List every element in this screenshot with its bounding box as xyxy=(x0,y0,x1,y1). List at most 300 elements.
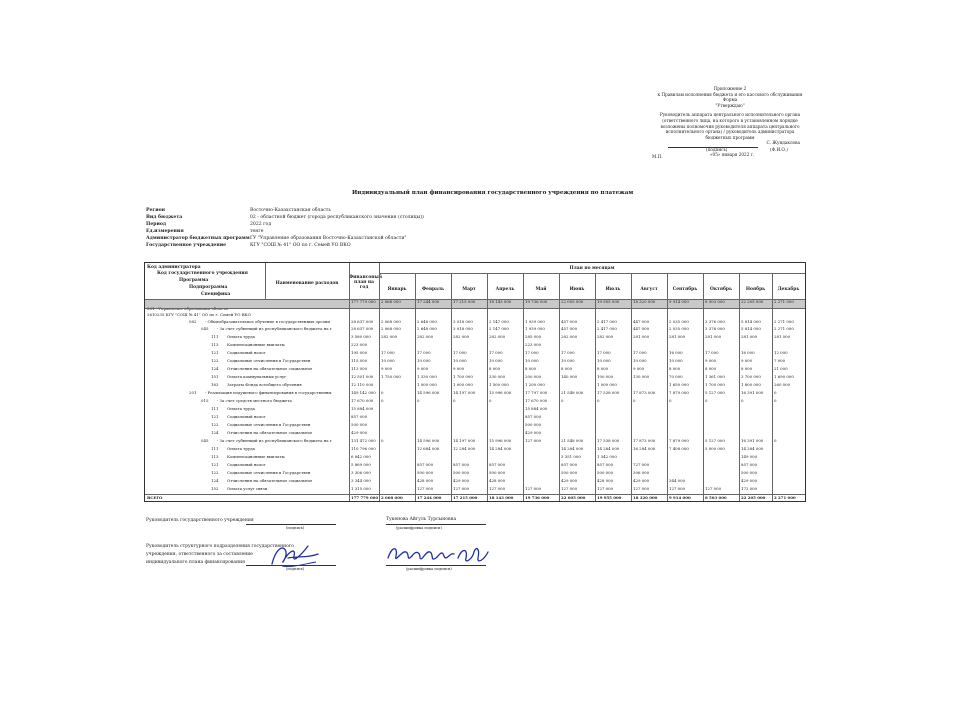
row-month-value: 10 000 xyxy=(597,358,611,363)
row-month-value: 457 000 xyxy=(561,319,578,324)
row-month-value: 7 408 000 xyxy=(669,446,689,451)
row-month-value: 17 244 000 xyxy=(417,299,440,304)
head-label: Руководитель государственного учреждения xyxy=(146,518,254,523)
row-month-value: 15 996 000 xyxy=(489,438,512,443)
row-month-value: 10 000 xyxy=(489,358,503,363)
row-annual: 149 142 000 xyxy=(351,390,376,395)
row-annual: 3 580 000 xyxy=(351,334,371,339)
row-month-value: 2 271 000 xyxy=(774,319,794,324)
total-month-value: 22 005 000 xyxy=(561,494,586,500)
row-annual: 429 000 xyxy=(351,430,368,435)
header-subprogram: Подпрограмма xyxy=(189,285,228,290)
row-month-value: 8 000 xyxy=(705,366,717,371)
row-month-value: 857 000 xyxy=(597,462,614,467)
row-month-value: 127 000 xyxy=(633,486,650,491)
date-label: «05» января 2022 г. xyxy=(710,151,755,157)
row-month-value: 17 000 xyxy=(561,350,575,355)
approval-line: возложены полномочия руководителя аппарата центрального xyxy=(660,123,800,129)
row-annual: 131 472 000 xyxy=(351,438,376,443)
row-month-value: 428 000 xyxy=(417,478,434,483)
head-name-line xyxy=(386,524,486,525)
month-header: Январь xyxy=(387,287,407,292)
row-month-value: 2 147 000 xyxy=(489,319,509,324)
row-name: Отчисления на обязательное социальное xyxy=(227,366,313,371)
row-name: Отчисления на обязательное социальное xyxy=(227,478,313,483)
unit-name-caption: (расшифровка подписи) xyxy=(406,567,452,571)
row-month-value: 857 000 xyxy=(525,414,542,419)
row-month-value: 14 284 000 xyxy=(561,446,584,451)
row-month-value: 1 750 000 xyxy=(381,374,401,379)
row-month-value: 0 xyxy=(381,390,384,395)
row-month-value: 429 000 xyxy=(633,478,650,483)
row-month-value: 282 000 xyxy=(417,334,434,339)
row-month-value: 282 000 xyxy=(489,334,506,339)
row-month-value: 2 035 000 xyxy=(669,325,689,331)
row-name: - Реализация подушевого финансирования в государственны xyxy=(205,390,332,395)
row-month-value: 8 000 xyxy=(489,366,501,371)
row-month-value: 1 700 000 xyxy=(453,374,473,379)
row-month-value: 127 000 xyxy=(669,486,686,491)
row-month-value: 8 000 xyxy=(561,366,573,371)
row-month-value: 17 000 xyxy=(489,350,503,355)
row-month-value: 306 000 xyxy=(633,470,650,475)
table-row xyxy=(145,422,805,429)
row-code: 163 xyxy=(211,382,219,387)
approval-line: Приложение 2 xyxy=(713,86,747,91)
row-month-value: 5 814 000 xyxy=(741,319,761,324)
row-month-value: 282 000 xyxy=(453,334,470,339)
row-month-value: 285 000 xyxy=(525,334,542,339)
total-row xyxy=(145,495,805,502)
row-month-value: 2 417 000 xyxy=(597,325,617,331)
row-month-value: 12 684 000 xyxy=(417,446,440,451)
row-month-value: 22 005 000 xyxy=(561,299,584,304)
grid-vline xyxy=(739,273,740,501)
row-code: 201 xyxy=(189,390,197,395)
row-month-value: 12 000 xyxy=(774,350,788,355)
row-month-value: 447 000 xyxy=(633,325,650,331)
row-month-value: 17 670 000 xyxy=(525,398,548,403)
row-month-value: 17 873 000 xyxy=(633,390,656,395)
row-code: 122 xyxy=(211,422,219,427)
row-month-value: 1 939 000 xyxy=(525,319,545,324)
row-month-value: 281 000 xyxy=(741,334,758,339)
row-month-value: 1 000 000 xyxy=(597,382,617,387)
grid-vline xyxy=(379,263,380,501)
row-month-value: 3 018 000 xyxy=(453,325,473,331)
row-month-value: 1 000 000 xyxy=(453,382,473,387)
row-month-value: 2 648 000 xyxy=(417,319,437,324)
table-row xyxy=(145,326,805,333)
total-label: ВСЕГО xyxy=(147,494,163,500)
table-row xyxy=(145,366,805,373)
row-code: 082 xyxy=(189,319,197,324)
table-row xyxy=(145,312,805,319)
row-month-value: 2 271 000 xyxy=(774,299,794,304)
row-name: Социальный налог xyxy=(227,414,266,419)
row-month-value: 8 000 xyxy=(597,366,609,371)
table-row xyxy=(145,414,805,421)
header-code-admin: Код администратора xyxy=(147,265,201,270)
row-month-value: 16 000 xyxy=(669,350,683,355)
row-month-value: 857 000 xyxy=(561,462,578,467)
month-header: Октябрь xyxy=(710,287,732,292)
row-month-value: 5 000 000 xyxy=(705,446,725,451)
row-month-value: 10 000 xyxy=(525,358,539,363)
row-annual: 5 869 000 xyxy=(351,462,371,467)
row-month-value: 15 996 000 xyxy=(489,390,512,395)
table-row xyxy=(145,454,805,461)
row-annual: 12 501 000 xyxy=(351,374,374,379)
table-row xyxy=(145,398,805,405)
row-month-value: 0 xyxy=(774,398,777,403)
row-month-value: 22 205 000 xyxy=(741,299,764,304)
row-month-value: 281 000 xyxy=(705,334,722,339)
row-month-value: 17 000 xyxy=(597,350,611,355)
row-name: Оплата труда xyxy=(227,334,255,339)
row-month-value: 17 538 000 xyxy=(597,390,620,395)
table-row xyxy=(145,486,805,493)
row-month-value: 447 000 xyxy=(633,319,650,324)
row-month-value: 2 147 000 xyxy=(489,325,509,331)
row-month-value: 0 xyxy=(774,390,777,395)
row-month-value: 7 000 xyxy=(774,358,786,363)
info-administrator: Администратор бюджетных программГУ "Управление образования Восточно-Казахстанской области" xyxy=(146,236,407,241)
row-code: 151 xyxy=(211,374,219,379)
document-title: Индивидуальный план финансирования государственного учреждения по платежам xyxy=(352,190,634,196)
row-name: Компенсационные выплаты xyxy=(227,342,285,347)
approval-line: к Правилам исполнения бюджета и его кассового обслуживания xyxy=(657,91,803,97)
row-name: Компенсационные выплаты xyxy=(227,454,285,459)
approval-line: (ответственного лица, на которого в установленном порядке xyxy=(662,117,798,123)
row-month-value: 281 000 xyxy=(669,334,686,339)
header-program: Программа xyxy=(179,278,209,283)
row-name: - За счет субвенций из республиканского бюджета на г xyxy=(217,325,332,331)
info-budget-type: Вид бюджета 02 - областной бюджет (города республиканского значения (столицы)) xyxy=(146,215,424,220)
sign-caption: (подпись) xyxy=(706,146,728,152)
total-month-value: 18 143 000 xyxy=(489,494,514,500)
row-annual: 6 842 000 xyxy=(351,454,371,459)
approval-line: бюджетных программ xyxy=(705,134,755,140)
month-header: Декабрь xyxy=(777,287,800,292)
row-name: Оплата труда xyxy=(227,446,255,451)
row-code: 045 xyxy=(201,438,209,443)
row-month-value: 127 000 xyxy=(489,486,506,491)
row-month-value: 8 000 xyxy=(669,366,681,371)
row-month-value: 14 284 000 xyxy=(741,446,764,451)
grid-vline xyxy=(349,263,350,501)
table-row xyxy=(145,462,805,469)
row-month-value: 9 914 000 xyxy=(669,299,689,304)
row-month-value: 127 000 xyxy=(417,486,434,491)
row-month-value: 1 690 000 xyxy=(774,374,794,379)
head-name: Тукенова Айгуль Турсыновна xyxy=(386,517,457,522)
row-month-value: 429 000 xyxy=(453,478,470,483)
row-month-value: 16 284 000 xyxy=(633,446,656,451)
month-header: Май xyxy=(535,287,547,292)
grid-vline xyxy=(265,263,266,299)
row-code: 111 xyxy=(211,446,219,451)
table-row xyxy=(145,478,805,485)
row-month-value: 500 000 xyxy=(597,470,614,475)
row-name: Социальный налог xyxy=(227,462,266,467)
row-month-value: 223 000 xyxy=(525,342,542,347)
table-row xyxy=(145,438,805,445)
unit-label-1: Руководитель структурного подразделения государственного xyxy=(146,544,294,549)
row-month-value: 0 xyxy=(669,398,672,403)
row-month-value: 1 800 000 xyxy=(741,382,761,387)
row-month-value: 140 000 xyxy=(561,374,578,379)
row-code: 152 xyxy=(211,486,219,491)
approval-line: исполнительного органа) / руководитель администратора xyxy=(665,129,795,135)
row-month-value: 0 xyxy=(705,398,708,403)
row-month-value: 2 068 000 xyxy=(381,319,401,324)
row-month-value: 127 000 xyxy=(561,486,578,491)
row-annual: 500 000 xyxy=(351,422,368,427)
row-code: 045 xyxy=(201,325,209,331)
head-name-caption: (расшифровка подписи) xyxy=(396,526,442,530)
row-month-value: 16 391 000 xyxy=(741,390,764,395)
row-month-value: 19 736 000 xyxy=(525,299,548,304)
row-name: - За счет средств местного бюджета xyxy=(217,398,292,403)
row-month-value: 19 955 000 xyxy=(597,299,620,304)
row-month-value: 344 000 xyxy=(669,478,686,483)
head-sign-line xyxy=(246,524,336,525)
row-month-value: 21 548 000 xyxy=(561,390,584,395)
row-month-value: 282 000 xyxy=(381,334,398,339)
row-month-value: 1 650 000 xyxy=(669,382,689,387)
grid-vline xyxy=(559,273,560,501)
info-region: Регион Восточно-Казахстанская область xyxy=(146,208,331,213)
row-month-value: 200 000 xyxy=(525,374,542,379)
row-month-value: 500 000 xyxy=(489,470,506,475)
row-code: 122 xyxy=(211,470,219,475)
row-month-value: 10 000 xyxy=(669,358,683,363)
row-month-value: 17 873 000 xyxy=(633,438,656,443)
row-month-value: 127 000 xyxy=(525,486,542,491)
row-month-value: 127 000 xyxy=(597,486,614,491)
row-month-value: 500 000 xyxy=(417,470,434,475)
row-annual: 223 000 xyxy=(351,342,368,347)
row-month-value: 130 000 xyxy=(633,374,650,379)
table-row xyxy=(145,334,805,341)
row-month-value: 21 548 000 xyxy=(561,438,584,443)
row-code: 111 xyxy=(211,334,219,339)
month-header: Август xyxy=(640,287,658,292)
row-code: 122 xyxy=(211,358,219,363)
header-months-title: План по месяцам xyxy=(569,266,615,271)
row-code: 015 xyxy=(201,398,209,403)
row-month-value: 14 284 000 xyxy=(597,446,620,451)
grid-hline xyxy=(145,494,805,495)
row-month-value: 281 000 xyxy=(633,334,650,339)
row-code: 113 xyxy=(211,454,219,459)
row-month-value: 0 xyxy=(774,438,777,443)
row-month-value: 16 000 xyxy=(741,350,755,355)
row-month-value: 127 000 xyxy=(525,438,542,443)
row-month-value: 127 000 xyxy=(453,486,470,491)
row-month-value: 21 000 xyxy=(774,366,788,371)
row-month-value: 1 330 000 xyxy=(417,374,437,379)
row-name: Социальные отчисления в Государствен xyxy=(227,470,311,475)
approval-block xyxy=(640,86,820,158)
row-month-value: 14 197 000 xyxy=(453,438,476,443)
grid-vline xyxy=(703,273,704,501)
grid-vline xyxy=(667,273,668,501)
total-month-value: 19 955 000 xyxy=(597,494,622,500)
row-code: 121 xyxy=(211,414,219,419)
row-month-value: 429 000 xyxy=(741,478,758,483)
row-month-value: 15 884 000 xyxy=(525,406,548,411)
row-month-value: 12 284 000 xyxy=(453,446,476,451)
unit-sign-caption: (подпись) xyxy=(286,567,305,571)
row-annual: 3 306 000 xyxy=(351,470,371,475)
row-month-value: 428 000 xyxy=(597,478,614,483)
row-month-value: 1 500 000 xyxy=(489,382,509,387)
row-annual: 15 884 000 xyxy=(351,406,374,411)
row-name: Социальный налог xyxy=(227,350,266,355)
total-month-value: 2 271 000 xyxy=(774,494,796,500)
month-header: Апрель xyxy=(495,287,515,292)
row-month-value: 0 xyxy=(633,398,636,403)
unit-label-3: индивидуального плана финансирования xyxy=(146,560,245,565)
row-annual: 28 637 000 xyxy=(351,319,374,324)
row-annual: 195 000 xyxy=(351,350,368,355)
row-month-value: 10 000 xyxy=(561,358,575,363)
row-month-value: 2 035 000 xyxy=(669,319,689,324)
row-month-value: 3 376 000 xyxy=(705,319,725,324)
row-annual: 17 670 000 xyxy=(351,398,374,403)
row-month-value: 857 000 xyxy=(417,462,434,467)
header-specifics: Специфика xyxy=(201,292,231,297)
month-header: Ноябрь xyxy=(745,287,766,292)
info-period: Период 2022 год xyxy=(146,222,272,227)
row-month-value: 2 271 000 xyxy=(774,325,794,331)
table-row xyxy=(145,390,805,397)
row-month-value: 9 000 xyxy=(741,358,753,363)
row-month-value: 857 000 xyxy=(453,462,470,467)
row-month-value: 70 000 xyxy=(669,374,683,379)
row-name: Оплата труда xyxy=(227,406,255,411)
row-month-value: 9 000 xyxy=(417,366,429,371)
row-month-value: 14 197 000 xyxy=(453,390,476,395)
row-month-value: 0 xyxy=(741,398,744,403)
row-month-value: 10 000 xyxy=(381,358,395,363)
row-name: Социальные отчисления в Государствен xyxy=(227,422,311,427)
finance-plan-table xyxy=(144,262,806,502)
row-annual: 28 637 000 xyxy=(351,325,374,331)
row-code: 261 - Управление образования области xyxy=(147,305,228,311)
row-month-value: 0 xyxy=(381,438,384,443)
row-month-value: 16 391 000 xyxy=(741,438,764,443)
row-month-value: 2 068 000 xyxy=(381,325,401,331)
row-month-value: 7 879 000 xyxy=(669,390,689,395)
row-month-value: 281 000 xyxy=(774,334,791,339)
row-month-value: 330 000 xyxy=(489,374,506,379)
table-row xyxy=(145,350,805,357)
row-month-value: 500 000 xyxy=(561,470,578,475)
row-name: Социальные отчисления в Государствен xyxy=(227,358,311,363)
month-header: Март xyxy=(462,287,476,292)
row-month-value: 1 000 000 xyxy=(417,382,437,387)
grid-vline xyxy=(415,273,416,501)
row-month-value: 10 000 xyxy=(453,358,467,363)
row-month-value: 17 000 xyxy=(525,350,539,355)
month-header: Июнь xyxy=(569,287,585,292)
row-name: - За счет субвенций из республиканского бюджета на г xyxy=(217,438,332,443)
row-month-value: 0 xyxy=(561,398,564,403)
table-row xyxy=(145,382,805,389)
row-month-value: 14 284 000 xyxy=(489,446,512,451)
fio-caption: (Ф.И.О.) xyxy=(770,146,788,152)
row-month-value: 9 000 xyxy=(453,366,465,371)
row-month-value: 17 000 xyxy=(705,350,719,355)
table-row xyxy=(145,358,805,365)
row-code: 111 xyxy=(211,406,219,411)
month-header: Сентябрь xyxy=(672,287,698,292)
grid-hline xyxy=(145,308,805,309)
row-month-value: 857 000 xyxy=(489,462,506,467)
row-month-value: 0 xyxy=(417,398,420,403)
row-month-value: 2 068 000 xyxy=(381,299,401,304)
row-annual: 113 000 xyxy=(351,366,368,371)
row-month-value: 2 648 000 xyxy=(417,325,437,331)
row-month-value: 14 596 000 xyxy=(417,438,440,443)
row-month-value: 10 000 xyxy=(633,358,647,363)
grid-vline xyxy=(523,273,524,501)
table-row xyxy=(145,374,805,381)
row-month-value: 18 320 000 xyxy=(633,299,656,304)
row-month-value: 8 000 xyxy=(741,366,753,371)
row-month-value: 14 596 000 xyxy=(417,390,440,395)
grid-vline xyxy=(631,273,632,501)
handwritten-signature-1 xyxy=(262,538,322,572)
row-annual: 12 110 000 xyxy=(351,382,374,387)
total-month-value: 18 320 000 xyxy=(633,494,658,500)
row-month-value: 17 000 xyxy=(381,350,395,355)
row-code: 2610235 КГУ "СОШ № 41" ОО по г. Семей УО ВКО xyxy=(147,311,251,317)
unit-label-2: учреждения, ответственного за составление xyxy=(146,552,253,557)
mp-label: М.П. xyxy=(652,153,663,159)
row-month-value: 500 000 xyxy=(525,422,542,427)
row-annual: 857 000 xyxy=(351,414,368,419)
row-month-value: 282 000 xyxy=(597,334,614,339)
row-month-value: 2 417 000 xyxy=(597,319,617,324)
header-code-institution: Код государственного учреждения xyxy=(157,271,248,276)
table-row xyxy=(145,430,805,437)
row-month-value: 9 000 xyxy=(381,366,393,371)
row-month-value: 1 700 000 xyxy=(705,382,725,387)
row-month-value: 0 xyxy=(597,398,600,403)
grid-vline xyxy=(487,273,488,501)
table-row xyxy=(145,342,805,349)
row-name: Оплата коммунальных услуг xyxy=(227,374,287,379)
row-name: Затраты Фонда всеобщего обучения xyxy=(227,382,302,387)
row-month-value: 7 879 000 xyxy=(669,438,689,443)
row-month-value: 3 018 000 xyxy=(453,319,473,324)
row-code: 124 xyxy=(211,366,219,371)
row-month-value: 0 xyxy=(453,398,456,403)
info-institution: Государственное учреждение КГУ "СОШ № 41" ОО по г. Семей УО ВКО xyxy=(146,243,351,248)
row-month-value: 500 000 xyxy=(741,470,758,475)
row-month-value: 17 000 xyxy=(633,350,647,355)
header-name: Наименование расходов xyxy=(275,281,339,286)
approval-line: Форма xyxy=(722,97,738,103)
row-month-value: 3 351 000 xyxy=(561,454,581,459)
grid-vline xyxy=(595,273,596,501)
row-month-value: 17 000 xyxy=(417,350,431,355)
row-month-value: 3 700 000 xyxy=(741,374,761,379)
